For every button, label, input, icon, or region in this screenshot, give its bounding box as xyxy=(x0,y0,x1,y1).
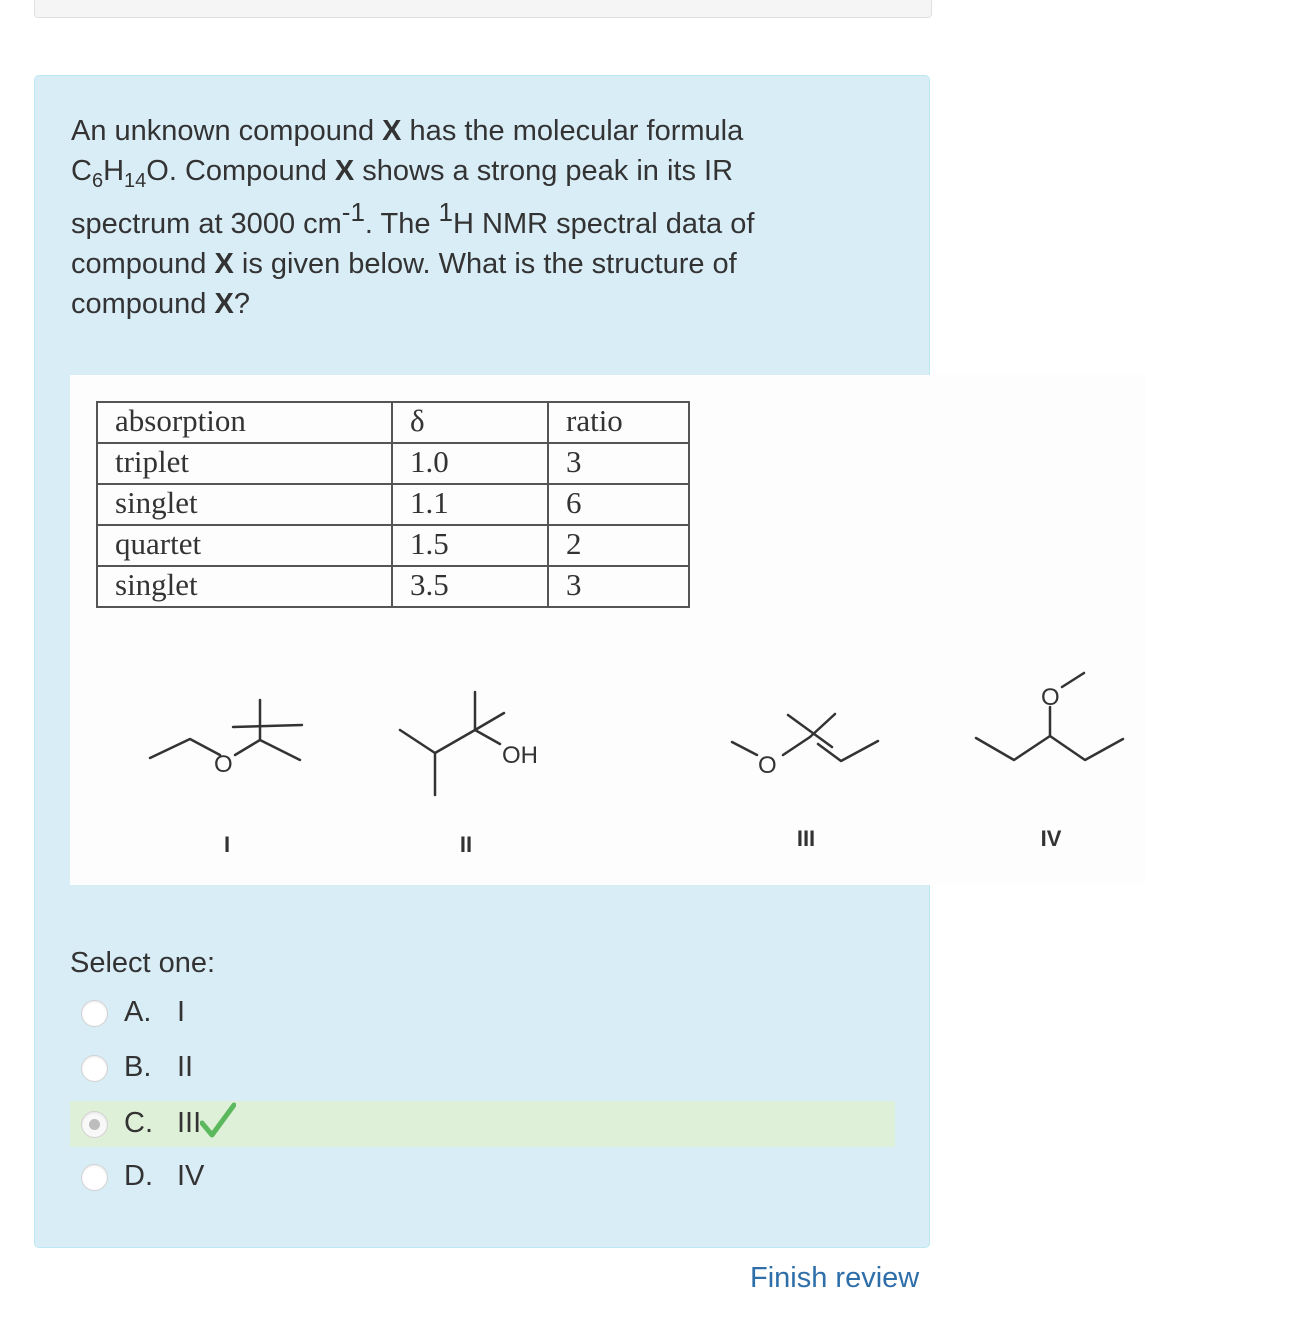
table-cell: 1.0 xyxy=(392,443,548,484)
answer-option-d[interactable] xyxy=(70,1154,895,1200)
option-letter: D. xyxy=(124,1160,153,1192)
table-cell: 1.5 xyxy=(392,525,548,566)
option-text: III xyxy=(177,1107,202,1139)
answer-option-c[interactable] xyxy=(70,1101,895,1147)
structure-2-hydroxyl-label: OH xyxy=(502,742,538,769)
question-figure xyxy=(70,375,1145,885)
table-cell: 3 xyxy=(548,443,689,484)
finish-review-link[interactable]: Finish review xyxy=(750,1262,920,1294)
structure-1-oxygen-label: O xyxy=(214,751,233,778)
table-cell: 3 xyxy=(548,566,689,607)
structure-label-4: IV xyxy=(1040,826,1062,851)
radio-button[interactable] xyxy=(81,1164,108,1191)
option-letter: B. xyxy=(124,1051,152,1083)
structure-3-skeleton xyxy=(732,714,878,761)
question-line-2: $C_6H_{14}O$. Compound X shows a strong peak in its IR xyxy=(71,155,734,192)
table-cell: 1.1 xyxy=(392,484,548,525)
structure-label-3: III xyxy=(796,826,816,851)
option-letter: C. xyxy=(124,1107,153,1139)
table-cell: 6 xyxy=(548,484,689,525)
table-cell: singlet xyxy=(97,566,392,607)
checkmark-icon xyxy=(200,1101,236,1141)
structure-3-oxygen-label: O xyxy=(758,752,777,779)
question-line-4: compound X is given below. What is the structure of xyxy=(71,248,737,280)
option-text: II xyxy=(177,1051,194,1083)
structure-2-skeleton xyxy=(400,692,504,795)
question-line-1: An unknown compound X has the molecular formula xyxy=(71,115,744,147)
answer-option-a[interactable] xyxy=(70,990,895,1036)
structures-figure xyxy=(70,375,1145,885)
select-one-label: Select one: xyxy=(70,947,216,979)
option-text: IV xyxy=(177,1160,205,1192)
table-cell: singlet xyxy=(97,484,392,525)
structure-label-1: I xyxy=(223,832,231,857)
structure-4-oxygen-label: O xyxy=(1041,684,1060,711)
table-cell: triplet xyxy=(97,443,392,484)
option-text: I xyxy=(177,996,186,1028)
previous-question-box xyxy=(34,0,932,18)
table-cell: 2 xyxy=(548,525,689,566)
radio-button[interactable] xyxy=(81,1055,108,1082)
table-header-cell: ratio xyxy=(548,402,689,443)
table-cell: quartet xyxy=(97,525,392,566)
radio-button[interactable] xyxy=(81,1000,108,1027)
table-header-cell: δ xyxy=(392,402,548,443)
option-letter: A. xyxy=(124,996,152,1028)
structure-label-2: II xyxy=(459,832,473,857)
radio-button-selected[interactable] xyxy=(81,1111,108,1138)
table-header-cell: absorption xyxy=(97,402,392,443)
question-line-3: spectrum at 3000 $cm^{-1}$. The $^1$H NMR spectral data of xyxy=(71,197,755,240)
answer-option-b[interactable] xyxy=(70,1045,895,1091)
question-line-5: compound X? xyxy=(71,288,250,320)
question-text xyxy=(71,111,851,324)
table-cell: 3.5 xyxy=(392,566,548,607)
